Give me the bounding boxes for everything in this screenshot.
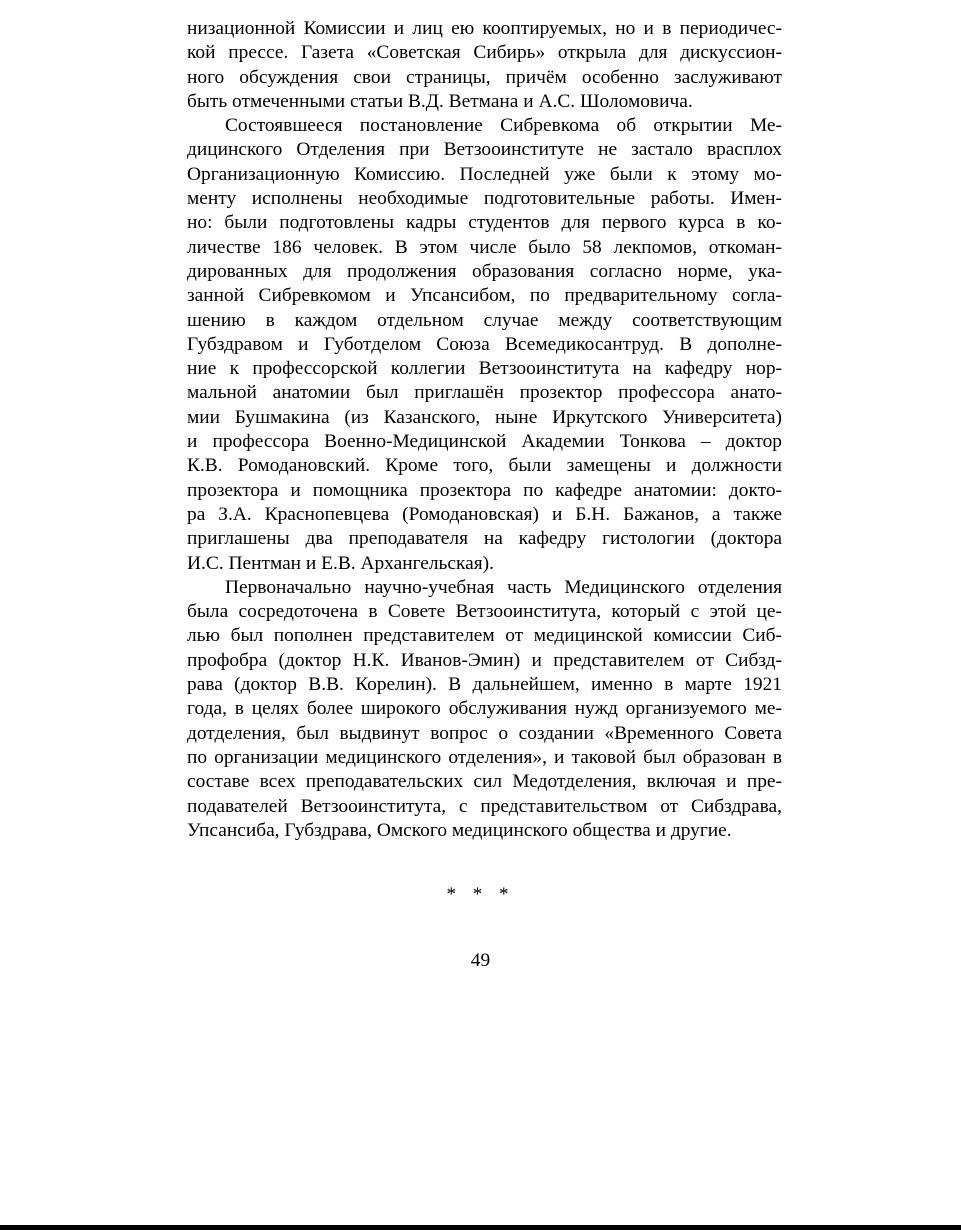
text-line: Первоначально научно-учебная часть Медицинского отделения — [225, 576, 782, 598]
text-line: и профессора Военно-Медицинской Академии Тонкова – доктор — [187, 431, 782, 453]
text-line: Организационную Комиссию. Последней уже были к этому мо- — [187, 163, 782, 185]
text-line: И.С. Пентман и Е.В. Архангельская). — [187, 552, 494, 574]
text-line: составе всех преподавательских сил Медотделения, включая и пре- — [187, 771, 782, 793]
text-line: менту исполнены необходимые подготовительные работы. Имен- — [187, 188, 782, 210]
text-line: была сосредоточена в Совете Ветзооинститута, который с этой це- — [187, 601, 782, 623]
text-line: Губздравом и Губотделом Союза Всемедикосантруд. В дополне- — [187, 333, 782, 355]
page-number: 49 — [470, 950, 491, 971]
text-line: кой прессе. Газета «Советская Сибирь» открыла для дискуссион- — [187, 42, 782, 64]
text-line: шению в каждом отдельном случае между соответствующим — [187, 309, 782, 331]
text-line: К.В. Ромодановский. Кроме того, были замещены и должности — [187, 455, 782, 477]
text-line: дированных для продолжения образования согласно норме, ука- — [187, 260, 782, 282]
text-line: но: были подготовлены кадры студентов для первого курса в ко- — [187, 212, 782, 234]
text-line: профобра (доктор Н.К. Иванов-Эмин) и представителем от Сибзд- — [187, 649, 782, 671]
text-line: прозектора и помощника прозектора по кафедре анатомии: докто- — [187, 479, 782, 501]
text-line: по организации медицинского отделения», и таковой был образован в — [187, 746, 782, 768]
text-line: года, в целях более широкого обслуживания нужд организуемого ме- — [187, 698, 782, 720]
text-line: лью был пополнен представителем от медицинской комиссии Сиб- — [187, 625, 782, 647]
text-line: рава (доктор В.В. Корелин). В дальнейшем, именно в марте 1921 — [187, 674, 782, 696]
text-line: быть отмеченными статьи В.Д. Ветмана и А.С. Шоломовича. — [187, 90, 693, 112]
text-line: подавателей Ветзооинститута, с представительством от Сибздрава, — [187, 795, 782, 817]
text-line: ние к профессорской коллегии Ветзооинститута на кафедру нор- — [187, 358, 782, 380]
text-line: личестве 186 человек. В этом числе было 58 лекпомов, откоман- — [187, 236, 782, 258]
body-text — [187, 17, 782, 843]
text-line: дицинского Отделения при Ветзооинституте не застало врасплох — [187, 139, 782, 161]
text-line: мальной анатомии был приглашён прозектор профессора анато- — [187, 382, 782, 404]
text-line: Упсансиба, Губздрава, Омского медицинского общества и другие. — [187, 819, 732, 841]
text-line: мии Бушмакина (из Казанского, ныне Иркутского Университета) — [187, 406, 782, 428]
text-line: приглашены два преподавателя на кафедру гистологии (доктора — [187, 528, 782, 550]
text-line: Состоявшееся постановление Сибревкома об открытии Ме- — [225, 115, 782, 137]
text-line: занной Сибревкомом и Упсансибом, по предварительному согла- — [187, 285, 782, 307]
text-line: дотделения, был выдвинут вопрос о создании «Временного Совета — [187, 722, 782, 744]
section-separator: * * * — [446, 884, 515, 905]
bottom-border — [0, 1225, 961, 1230]
text-line: низационной Комиссии и лиц ею кооптируемых, но и в периодичес- — [187, 18, 782, 39]
text-line: ра З.А. Краснопевцева (Ромодановская) и Б.Н. Бажанов, а также — [187, 503, 782, 525]
text-line: ного обсуждения свои страницы, причём особенно заслуживают — [187, 66, 782, 88]
